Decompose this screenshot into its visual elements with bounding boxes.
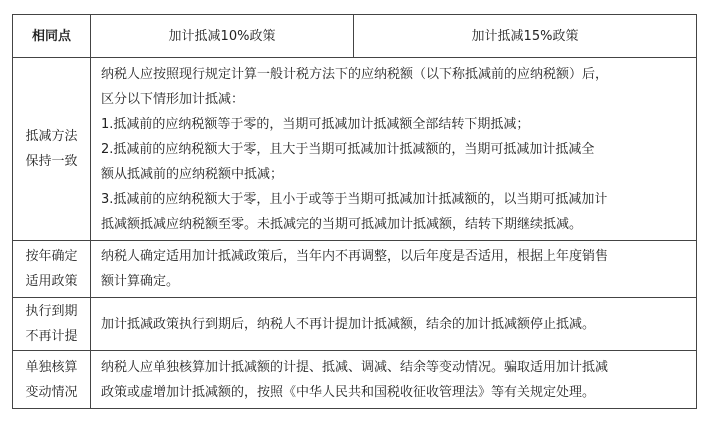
content-line: 政策或虚增加计抵减额的，按照《中华人民共和国税收征收管理法》等有关规定处理。: [101, 384, 596, 400]
policy-comparison-table: [12, 14, 697, 409]
table-header-row: [13, 15, 697, 58]
table-row: [13, 351, 697, 409]
row-content-expiry: [91, 298, 697, 351]
row-label-annual-policy: [13, 241, 91, 298]
row-label-deduction-method: [13, 58, 91, 241]
content-line: 纳税人应按照现行规定计算一般计税方法下的应纳税额（以下称抵减前的应纳税额）后，: [101, 66, 609, 82]
table-row: [13, 241, 697, 298]
table-row: [13, 58, 697, 241]
table-row: [13, 298, 697, 351]
row-label-line: 执行到期: [25, 304, 78, 319]
row-label-line: 按年确定: [25, 249, 78, 264]
content-line: 纳税人确定适用加计抵减政策后，当年内不再调整，以后年度是否适用，根据上年度销售: [101, 249, 609, 264]
header-policy-15: 加计抵减15%政策: [354, 15, 697, 58]
content-line: 加计抵减政策执行到期后，纳税人不再计提加计抵减额，结余的加计抵减额停止抵减。: [101, 316, 596, 332]
content-line: 纳税人应单独核算加计抵减额的计提、抵减、调减、结余等变动情况。骗取适用加计抵减: [101, 359, 609, 375]
content-line: 2.抵减前的应纳税额大于零，且大于当期可抵减加计抵减额的，当期可抵减加计抵减全: [101, 141, 595, 157]
content-line: 额从抵减前的应纳税额中抵减；: [101, 166, 284, 182]
row-label-line: 单独核算: [25, 359, 78, 375]
policy-comparison-table-wrapper: [12, 14, 696, 409]
content-line: 1.抵减前的应纳税额等于零的，当期可抵减加计抵减额全部结转下期抵减；: [101, 116, 530, 132]
content-line: 3.抵减前的应纳税额大于零，且小于或等于当期可抵减加计抵减额的，以当期可抵减加计: [101, 191, 608, 207]
content-line: 抵减额抵减应纳税额至零。未抵减完的当期可抵减加计抵减额，结转下期继续抵减。: [101, 216, 583, 232]
row-label-line: 变动情况: [25, 384, 78, 400]
row-label-line: 适用政策: [25, 274, 78, 289]
row-label-separate-accounting: [13, 351, 91, 409]
row-content-separate-accounting: [91, 351, 697, 409]
row-label-line: 保持一致: [25, 154, 78, 169]
row-content-deduction-method: [91, 58, 697, 241]
header-similarity: 相同点: [13, 15, 91, 58]
row-label-line: 不再计提: [25, 329, 78, 344]
header-policy-10: 加计抵减10%政策: [91, 15, 354, 58]
row-label-expiry: [13, 298, 91, 351]
content-line: 区分以下情形加计抵减：: [101, 91, 245, 107]
content-line: 额计算确定。: [101, 274, 180, 289]
row-label-line: 抵减方法: [25, 129, 78, 144]
row-content-annual-policy: [91, 241, 697, 298]
